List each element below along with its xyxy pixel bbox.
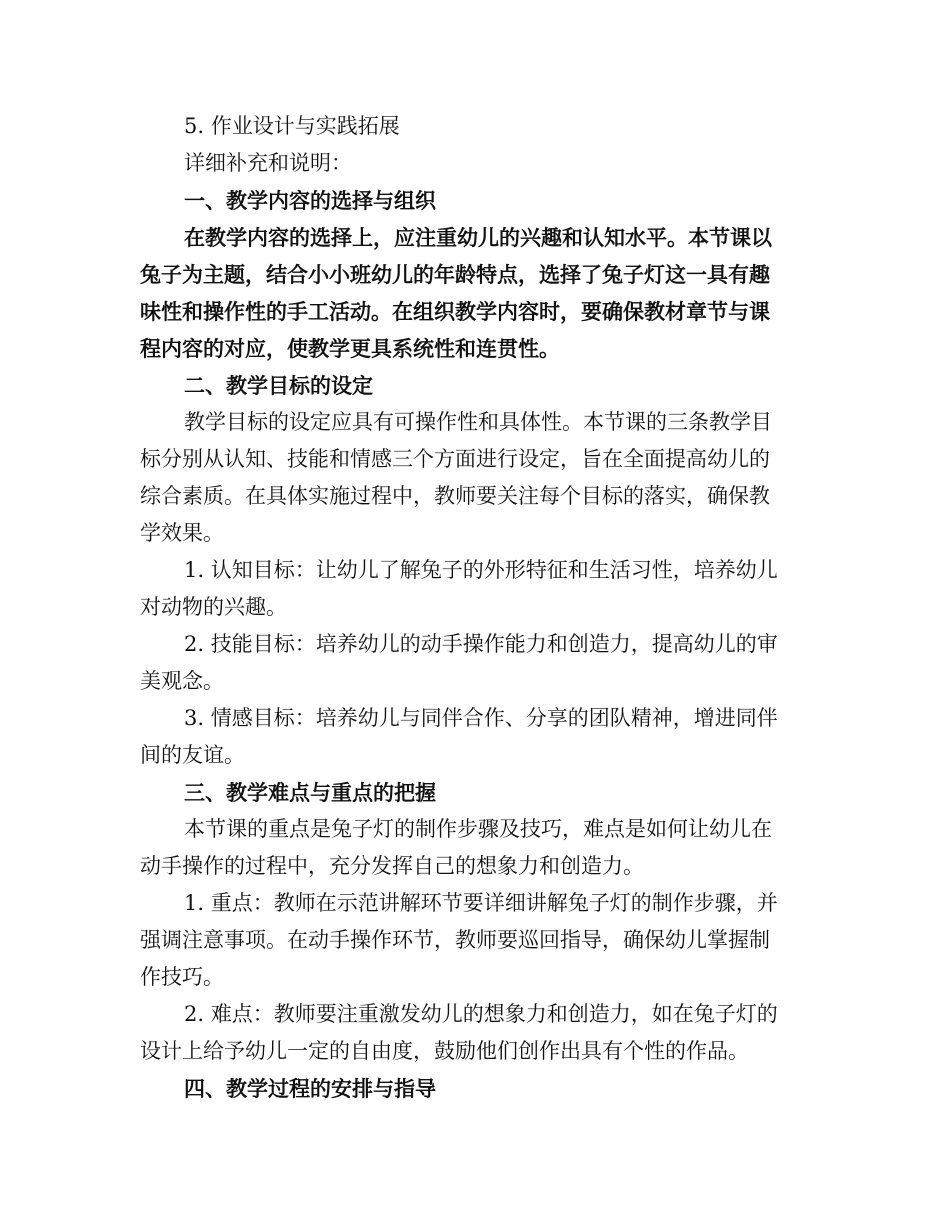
text-line: 详细补充和说明： xyxy=(184,151,352,175)
heading-line: 程内容的对应，使教学更具系统性和连贯性。 xyxy=(140,336,560,361)
text-line: 对动物的兴趣。 xyxy=(140,595,287,619)
text-line: 学效果。 xyxy=(140,521,224,545)
text-line: 1. 认知目标：让幼儿了解兔子的外形特征和生活习性，培养幼儿 xyxy=(184,558,778,582)
text-line: 标分别从认知、技能和情感三个方面进行设定，旨在全面提高幼儿的 xyxy=(140,447,770,471)
text-line: 作技巧。 xyxy=(140,965,224,989)
text-line: 美观念。 xyxy=(140,669,224,693)
document-body xyxy=(140,108,808,1107)
text-line: 5. 作业设计与实践拓展 xyxy=(184,114,400,138)
text-line: 强调注意事项。在动手操作环节，教师要巡回指导，确保幼儿掌握制 xyxy=(140,928,770,952)
text-line: 2. 技能目标：培养幼儿的动手操作能力和创造力，提高幼儿的审 xyxy=(184,632,778,656)
text-line: 2. 难点：教师要注重激发幼儿的想象力和创造力，如在兔子灯的 xyxy=(184,1002,778,1026)
heading-line: 味性和操作性的手工活动。在组织教学内容时，要确保教材章节与课 xyxy=(140,299,770,324)
heading-line: 二、教学目标的设定 xyxy=(184,373,373,398)
text-line: 本节课的重点是兔子灯的制作步骤及技巧，难点是如何让幼儿在 xyxy=(184,817,772,841)
text-line: 1. 重点：教师在示范讲解环节要详细讲解兔子灯的制作步骤，并 xyxy=(184,891,778,915)
text-line: 间的友谊。 xyxy=(140,743,245,767)
text-line: 动手操作的过程中，充分发挥自己的想象力和创造力。 xyxy=(140,854,644,878)
heading-line: 兔子为主题，结合小小班幼儿的年龄特点，选择了兔子灯这一具有趣 xyxy=(140,262,770,287)
text-line: 综合素质。在具体实施过程中，教师要关注每个目标的落实，确保教 xyxy=(140,484,770,508)
heading-line: 四、教学过程的安排与指导 xyxy=(184,1076,436,1101)
text-line: 教学目标的设定应具有可操作性和具体性。本节课的三条教学目 xyxy=(184,410,772,434)
heading-line: 在教学内容的选择上，应注重幼儿的兴趣和认知水平。本节课以 xyxy=(184,225,772,250)
text-line: 3. 情感目标：培养幼儿与同伴合作、分享的团队精神，增进同伴 xyxy=(184,706,778,730)
heading-line: 一、教学内容的选择与组织 xyxy=(184,188,436,213)
text-line: 设计上给予幼儿一定的自由度，鼓励他们创作出具有个性的作品。 xyxy=(140,1039,749,1063)
heading-line: 三、教学难点与重点的把握 xyxy=(184,780,436,805)
